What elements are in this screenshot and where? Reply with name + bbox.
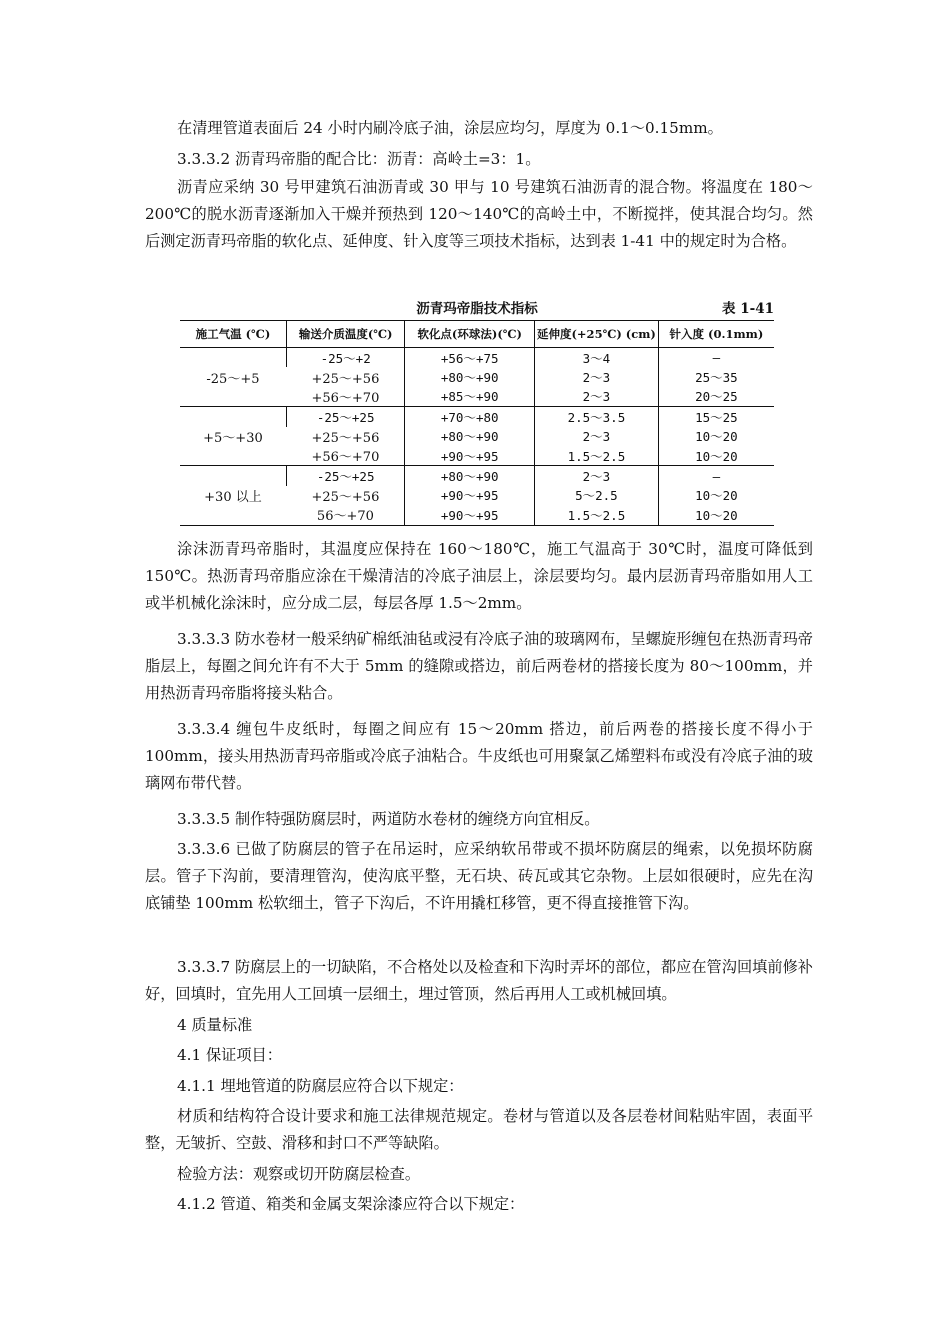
table-cell: 5～2.5 bbox=[534, 486, 658, 505]
table-title: 沥青玛帝脂技术指标 bbox=[416, 301, 538, 317]
table-cell: -25～+2 bbox=[286, 348, 405, 368]
column-header: 延伸度(+25℃) (cm) bbox=[534, 321, 658, 348]
construction-temp-cell: +5～+30 bbox=[180, 407, 286, 466]
table-cell: +80～+90 bbox=[405, 427, 535, 446]
table-cell: 3～4 bbox=[534, 348, 658, 368]
table-cell: +25～+56 bbox=[311, 489, 380, 505]
section-heading: 4.1.1 埋地管道的防腐层应符合以下规定： bbox=[177, 1077, 464, 1095]
table-cell: +25～+56 bbox=[311, 430, 380, 446]
column-header: 软化点(环球法)(℃) bbox=[405, 321, 535, 348]
table-cell: 10～20 bbox=[658, 505, 774, 525]
paragraph: 检验方法：观察或切开防腐层检查。 bbox=[177, 1165, 420, 1183]
paragraph: 3.3.3.5 制作特强防腐层时，两道防水卷材的缠绕方向宜相反。 bbox=[177, 810, 600, 828]
column-header: 输送介质温度(℃) bbox=[286, 321, 405, 348]
table-cell: +80～+90 bbox=[405, 367, 535, 386]
section-heading: 4.1 保证项目： bbox=[177, 1046, 282, 1064]
table-cell: 10～20 bbox=[658, 446, 774, 466]
table-cell: +56～+70 bbox=[286, 446, 405, 466]
section-heading: 4 质量标准 bbox=[177, 1016, 253, 1034]
paragraph: 涂沫沥青玛帝脂时，其温度应保持在 160～180℃，施工气温高于 30℃时，温度可降低到 150℃。热沥青玛帝脂应涂在干燥清洁的冷底子油层上，涂层要均匀。最内层沥青玛帝脂如用人工或半机械化涂沫时，应分成二层，每层各厚 1.5～2mm。 bbox=[145, 540, 813, 612]
table-row bbox=[180, 348, 774, 368]
column-header: 施工气温 (℃) bbox=[180, 321, 286, 348]
table-cell: +56～+75 bbox=[405, 348, 535, 368]
paragraph: 3.3.3.4 缠包牛皮纸时，每圈之间应有 15～20mm 搭边，前后两卷的搭接长度不得小于 100mm，接头用热沥青玛帝脂或冷底子油粘合。牛皮纸也可用聚氯乙烯塑料布或没有冷底子油的玻璃网布带代替。 bbox=[145, 720, 813, 792]
table-cell: +56～+70 bbox=[286, 387, 405, 407]
paragraph: 沥青应采纳 30 号甲建筑石油沥青或 30 甲与 10 号建筑石油沥青的混合物。将温度在 180～200℃的脱水沥青逐渐加入干燥并预热到 120～140℃的高岭土中，不断搅拌，使其混合均匀。然后测定沥青玛帝脂的软化点、延伸度、针入度等三项技术指标，达到表 1-41 中的规定时为合格。 bbox=[145, 178, 813, 250]
construction-temp-cell: -25～+5 bbox=[180, 348, 286, 407]
table-cell: -25～+25 bbox=[286, 407, 405, 427]
table-row bbox=[180, 407, 774, 427]
paragraph: 3.3.3.3 防水卷材一般采纳矿棉纸油毡或浸有冷底子油的玻璃网布，呈螺旋形缠包在热沥青玛帝脂层上，每圈之间允许有不大于 5mm 的缝隙或搭边，前后两卷材的搭接长度为 80～100mm，并用热沥青玛帝脂将接头粘合。 bbox=[145, 630, 813, 702]
table-cell: 1.5～2.5 bbox=[534, 505, 658, 525]
table-cell: 25～35 bbox=[658, 367, 774, 386]
paragraph: 3.3.3.2 沥青玛帝脂的配合比：沥青：高岭土=3：1。 bbox=[177, 150, 541, 168]
table-cell: +85～+90 bbox=[405, 387, 535, 407]
paragraph: 材质和结构符合设计要求和施工法律规范规定。卷材与管道以及各层卷材间粘贴牢固，表面平整，无皱折、空鼓、滑移和封口不严等缺陷。 bbox=[145, 1107, 813, 1152]
column-header: 针入度 (0.1mm) bbox=[658, 321, 774, 348]
table-cell: 10～20 bbox=[658, 427, 774, 446]
paragraph: 3.3.3.7 防腐层上的一切缺陷，不合格处以及检查和下沟时弄坏的部位，都应在管沟回填前修补好，回填时，宜先用人工回填一层细土，埋过管顶，然后再用人工或机械回填。 bbox=[145, 958, 813, 1003]
table-cell: — bbox=[658, 466, 774, 486]
table-cell: +90～+95 bbox=[405, 505, 535, 525]
table-cell: 10～20 bbox=[658, 486, 774, 505]
spec-table bbox=[180, 320, 774, 526]
table-cell: 1.5～2.5 bbox=[534, 446, 658, 466]
table-cell: 2～3 bbox=[534, 367, 658, 386]
table-row bbox=[180, 466, 774, 486]
table-cell: -25～+25 bbox=[286, 466, 405, 486]
section-heading: 4.1.2 管道、箱类和金属支架涂漆应符合以下规定： bbox=[177, 1195, 525, 1213]
construction-temp-cell: +30 以上 bbox=[180, 466, 286, 525]
table-cell: 15～25 bbox=[658, 407, 774, 427]
table-cell: +80～+90 bbox=[405, 466, 535, 486]
table-cell: +90～+95 bbox=[405, 486, 535, 505]
table-cell: 2～3 bbox=[534, 387, 658, 407]
table-cell: 2.5～3.5 bbox=[534, 407, 658, 427]
table-cell: +70～+80 bbox=[405, 407, 535, 427]
table-number: 表 1-41 bbox=[722, 301, 774, 317]
paragraph: 在清理管道表面后 24 小时内刷冷底子油，涂层应均匀，厚度为 0.1～0.15mm。 bbox=[177, 119, 723, 137]
table-cell: +90～+95 bbox=[405, 446, 535, 466]
table-caption bbox=[180, 297, 774, 319]
table-cell: — bbox=[658, 348, 774, 368]
table-cell: 20～25 bbox=[658, 387, 774, 407]
paragraph: 3.3.3.6 已做了防腐层的管子在吊运时，应采纳软吊带或不损坏防腐层的绳索，以免损坏防腐层。管子下沟前，要清理管沟，使沟底平整，无石块、砖瓦或其它杂物。上层如很硬时，应先在沟底铺垫 100mm 松软细土，管子下沟后，不许用撬杠移管，更不得直接推管下沟。 bbox=[145, 840, 813, 912]
table-cell: 2～3 bbox=[534, 466, 658, 486]
table-header-row bbox=[180, 321, 774, 348]
table-cell: +25～+56 bbox=[311, 371, 380, 387]
table-cell: 2～3 bbox=[534, 427, 658, 446]
table-cell: 56～+70 bbox=[286, 505, 405, 525]
